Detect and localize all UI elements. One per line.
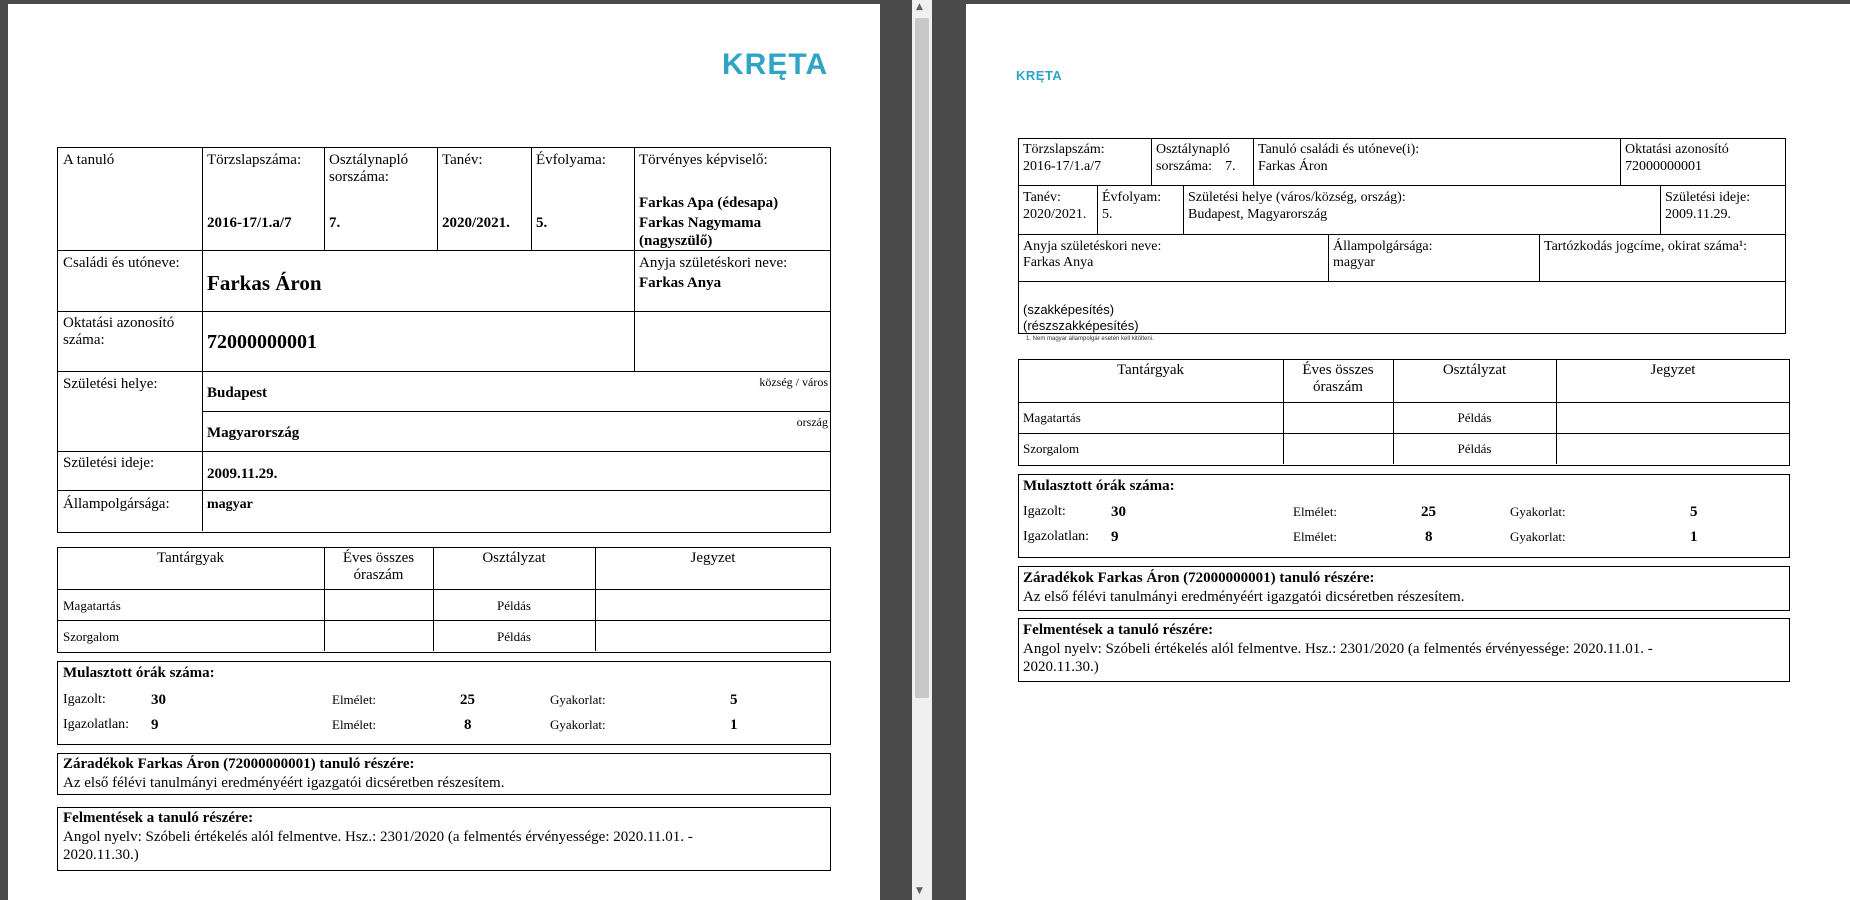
szulido-label: Születési ideje:	[1665, 190, 1751, 205]
osztalynaplo-label: Osztálynapló sorszáma:	[329, 152, 409, 185]
scroll-up-icon[interactable]: ▲	[916, 2, 923, 12]
table-row-grade: Példás	[497, 598, 531, 613]
szulhely-value: Budapest, Magyarország	[1188, 207, 1328, 222]
osztalynaplo-value: 7.	[329, 215, 341, 231]
kepviselo-1: Farkas Apa (édesapa)	[639, 195, 779, 211]
oktatasi-label: Oktatási azonosító	[1625, 142, 1729, 157]
gyakorlat-label: Gyakorlat:	[1510, 504, 1566, 519]
varos-hint: község / város	[759, 375, 828, 389]
logo-text: KRĘTA	[722, 48, 829, 81]
table-row-subject: Magatartás	[63, 598, 121, 613]
oktatasi-value: 72000000001	[1625, 159, 1702, 174]
torzslap-label: Törzslapszám:	[1023, 142, 1105, 157]
zaradekok-title: Záradékok Farkas Áron (72000000001) tanuló részére:	[63, 756, 415, 772]
elmelet-igazolatlan: 8	[464, 717, 472, 733]
allampolg-value: magyar	[207, 497, 253, 512]
igazolatlan-value: 9	[151, 717, 159, 733]
elmelet-label: Elmélet:	[1293, 504, 1338, 519]
felmentesek-title: Felmentések a tanuló részére:	[63, 810, 254, 826]
tanulo-label: A tanuló	[63, 152, 115, 168]
zaradekok-title: Záradékok Farkas Áron (72000000001) tanuló részére:	[1023, 570, 1375, 586]
szulhely-orszag: Magyarország	[207, 425, 300, 441]
table-row-subject: Szorgalom	[63, 629, 120, 644]
igazolatlan-value: 9	[1111, 529, 1119, 545]
tanev-value: 2020/2021.	[442, 215, 510, 231]
elmelet-label: Elmélet:	[332, 692, 377, 707]
tanev-label: Tanév:	[442, 152, 483, 168]
felmentesek-text-1: Angol nyelv: Szóbeli értékelés alól felmentve. Hsz.: 2301/2020 (a felmentés érvényessége: 2020.11.01. -	[63, 829, 693, 845]
evfolyam-value: 5.	[1102, 207, 1113, 222]
tanev-label: Tanév:	[1023, 190, 1061, 205]
gyakorlat-igazolatlan: 1	[1690, 529, 1698, 545]
szakkepesites: (szakképesítés)	[1023, 302, 1115, 317]
evfolyam-value: 5.	[536, 215, 548, 231]
col-jegyzet: Jegyzet	[1650, 362, 1696, 378]
col-tantargyak: Tantárgyak	[1117, 362, 1184, 378]
allampolg-value: magyar	[1333, 255, 1375, 270]
gyakorlat-igazolt: 5	[730, 692, 738, 708]
col-jegyzet: Jegyzet	[690, 550, 736, 566]
table-row-subject: Magatartás	[1023, 410, 1081, 425]
szulhely-label: Születési helye (város/község, ország):	[1188, 190, 1406, 205]
scroll-down-icon[interactable]: ▼	[916, 886, 923, 896]
elmelet-label: Elmélet:	[1293, 529, 1338, 544]
document-page-2	[966, 4, 1850, 900]
gyakorlat-label: Gyakorlat:	[550, 692, 606, 707]
zaradekok-text: Az első félévi tanulmányi eredményéért igazgatói dicséretben részesítem.	[63, 775, 505, 791]
igazolt-value: 30	[151, 692, 166, 708]
tartozkodas-label: Tartózkodás jogcíme, okirat száma¹:	[1544, 239, 1748, 254]
kreta-logo	[722, 48, 828, 82]
evfolyam-label: Évfolyama:	[536, 152, 606, 168]
allampolg-label: Állampolgársága:	[63, 496, 170, 512]
igazolt-label: Igazolt:	[63, 692, 106, 707]
elmelet-igazolatlan: 8	[1425, 529, 1433, 545]
absences-title: Mulasztott órák száma:	[1023, 478, 1175, 494]
igazolatlan-label: Igazolatlan:	[63, 717, 130, 732]
felmentesek-text-2: 2020.11.30.)	[1023, 659, 1099, 675]
elmelet-igazolt: 25	[460, 692, 475, 708]
elmelet-igazolt: 25	[1421, 504, 1436, 520]
gyakorlat-igazolt: 5	[1690, 504, 1698, 520]
igazolt-value: 30	[1111, 504, 1126, 520]
zaradekok-text: Az első félévi tanulmányi eredményéért igazgatói dicséretben részesítem.	[1023, 589, 1465, 605]
absences-title: Mulasztott órák száma:	[63, 665, 215, 681]
col-tantargyak: Tantárgyak	[157, 550, 224, 566]
kepviselo-label: Törvényes képviselő:	[639, 152, 768, 168]
igazolt-label: Igazolt:	[1023, 504, 1066, 519]
gyakorlat-label: Gyakorlat:	[550, 717, 606, 732]
szulhely-label: Születési helye:	[63, 376, 158, 392]
scroll-thumb[interactable]	[915, 18, 929, 698]
evfolyam-label: Évfolyam:	[1102, 190, 1162, 205]
osztalynaplo-value: 7.	[1225, 159, 1236, 174]
torzslap-value: 2016-17/1.a/7	[207, 215, 292, 231]
anyja-label: Anyja születéskori neve:	[639, 255, 788, 271]
szulhely-varos: Budapest	[207, 385, 268, 401]
tanev-value: 2020/2021.	[1023, 207, 1087, 222]
felmentesek-text-2: 2020.11.30.)	[63, 847, 139, 863]
orszag-hint: ország	[796, 415, 828, 429]
col-osztalyzat: Osztályzat	[482, 550, 546, 566]
szulido-label: Születési ideje:	[63, 455, 155, 471]
kreta-logo	[1016, 68, 1062, 83]
table-row-subject: Szorgalom	[1023, 441, 1080, 456]
torzslap-value: 2016-17/1.a/7	[1023, 159, 1102, 174]
document-page-1	[8, 4, 880, 900]
elmelet-label: Elmélet:	[332, 717, 377, 732]
kepviselo-3: (nagyszülő)	[639, 233, 713, 249]
oktatasi-value: 72000000001	[207, 331, 317, 353]
szulido-value: 2009.11.29.	[1665, 207, 1731, 222]
allampolg-label: Állampolgársága:	[1333, 239, 1433, 254]
col-oraszam: Éves összes óraszám	[342, 550, 415, 583]
table-row-grade: Példás	[1457, 410, 1492, 425]
col-oraszam: Éves összes óraszám	[1302, 362, 1374, 395]
szulido-value: 2009.11.29.	[207, 466, 278, 482]
table-row-grade: Példás	[497, 629, 531, 644]
gyakorlat-igazolatlan: 1	[730, 717, 738, 733]
nev-value: Farkas Áron	[207, 271, 322, 295]
kepviselo-2: Farkas Nagymama	[639, 215, 762, 231]
felmentesek-title: Felmentések a tanuló részére:	[1023, 622, 1214, 638]
gyakorlat-label: Gyakorlat:	[1510, 529, 1566, 544]
osztalynaplo-label-2: sorszáma:	[1156, 159, 1212, 174]
anyja-value: Farkas Anya	[1023, 255, 1094, 270]
footnote: 1. Nem magyar állampolgár esetén kell kitölteni.	[1026, 336, 1154, 342]
felmentesek-text-1: Angol nyelv: Szóbeli értékelés alól felmentve. Hsz.: 2301/2020 (a felmentés érvényessége: 2020.11.01. -	[1023, 641, 1653, 657]
oktatasi-label: Oktatási azonosító száma:	[63, 315, 175, 348]
col-osztalyzat: Osztályzat	[1442, 362, 1507, 378]
reszszakkepesites: (részszakképesítés)	[1023, 318, 1139, 333]
nev-value: Farkas Áron	[1258, 159, 1328, 174]
torzslap-label: Törzslapszáma:	[207, 152, 302, 168]
igazolatlan-label: Igazolatlan:	[1023, 529, 1090, 544]
nev-label: Tanuló családi és utóneve(i):	[1258, 142, 1420, 157]
osztalynaplo-label: Osztálynapló	[1156, 142, 1230, 157]
logo-text: KRĘTA	[1016, 68, 1063, 83]
anyja-label: Anyja születéskori neve:	[1023, 239, 1162, 254]
nev-label: Családi és utóneve:	[63, 255, 180, 271]
table-row-grade: Példás	[1457, 441, 1492, 456]
vertical-scrollbar[interactable]	[912, 0, 932, 900]
anyja-value: Farkas Anya	[639, 275, 722, 291]
